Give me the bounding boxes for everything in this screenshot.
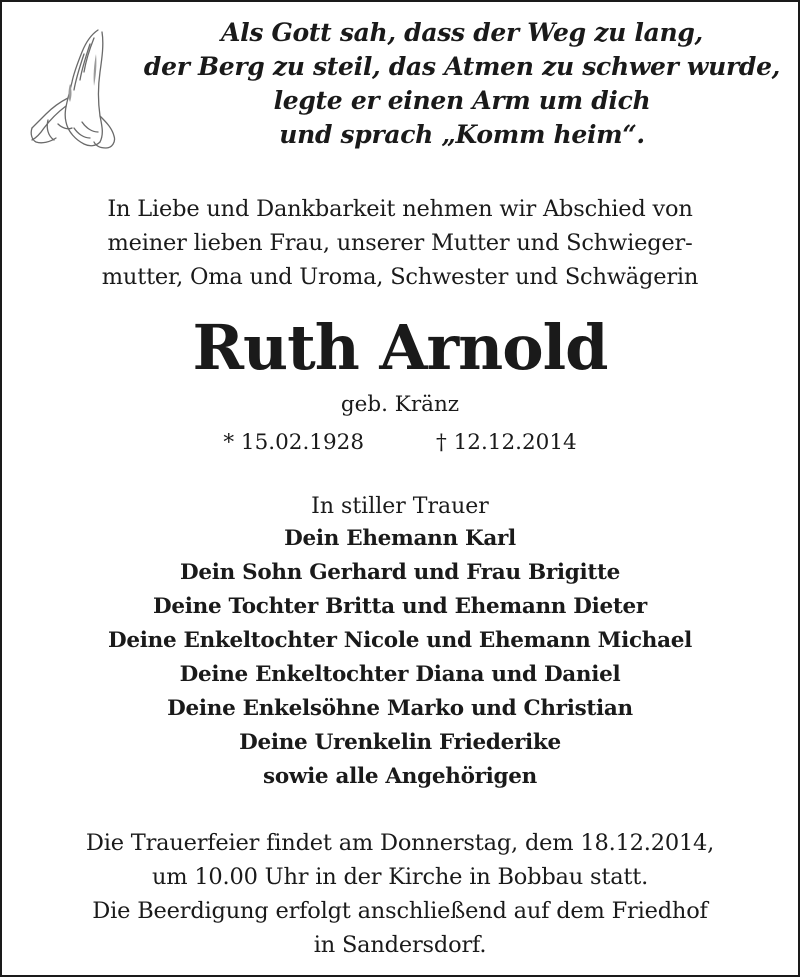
service-line: Die Trauerfeier findet am Donnerstag, dem 18.12.2014, xyxy=(85,830,715,856)
deceased-name: Ruth Arnold xyxy=(192,311,608,384)
verse xyxy=(132,16,792,152)
mourner-item: Deine Enkelsöhne Marko und Christian xyxy=(167,696,633,721)
verse-line: und sprach „Komm heim“. xyxy=(279,120,645,149)
service-line: Die Beerdigung erfolgt anschließend auf dem Friedhof xyxy=(92,898,708,924)
mourner-item: Deine Tochter Britta und Ehemann Dieter xyxy=(153,594,647,619)
mourning-heading: In stiller Trauer xyxy=(311,494,489,519)
birth-name: geb. Kränz xyxy=(340,392,460,417)
mourners-list xyxy=(2,522,798,794)
verse-line: Als Gott sah, dass der Weg zu lang, xyxy=(221,18,703,47)
intro-text xyxy=(2,192,798,294)
life-dates xyxy=(2,428,798,458)
death-date: † 12.12.2014 xyxy=(436,430,577,455)
intro-line: In Liebe und Dankbarkeit nehmen wir Abschied von xyxy=(107,196,693,222)
verse-line: der Berg zu steil, das Atmen zu schwer wurde, xyxy=(143,52,781,81)
praying-hands-icon xyxy=(24,24,120,154)
mourner-item: Dein Sohn Gerhard und Frau Brigitte xyxy=(180,560,620,585)
verse-line: legte er einen Arm um dich xyxy=(273,86,651,115)
service-line: in Sandersdorf. xyxy=(313,932,487,958)
service-details xyxy=(2,826,798,962)
intro-line: meiner lieben Frau, unserer Mutter und Schwieger- xyxy=(107,230,693,256)
mourner-item: Deine Enkeltochter Diana und Daniel xyxy=(179,662,621,687)
service-line: um 10.00 Uhr in der Kirche in Bobbau statt. xyxy=(151,864,649,890)
mourner-item: sowie alle Angehörigen xyxy=(263,764,537,789)
mourner-item: Dein Ehemann Karl xyxy=(284,526,516,551)
birth-date: * 15.02.1928 xyxy=(223,430,364,455)
intro-line: mutter, Oma und Uroma, Schwester und Schwägerin xyxy=(101,264,699,290)
mourner-item: Deine Enkeltochter Nicole und Ehemann Michael xyxy=(108,628,692,653)
mourner-item: Deine Urenkelin Friederike xyxy=(239,730,561,755)
